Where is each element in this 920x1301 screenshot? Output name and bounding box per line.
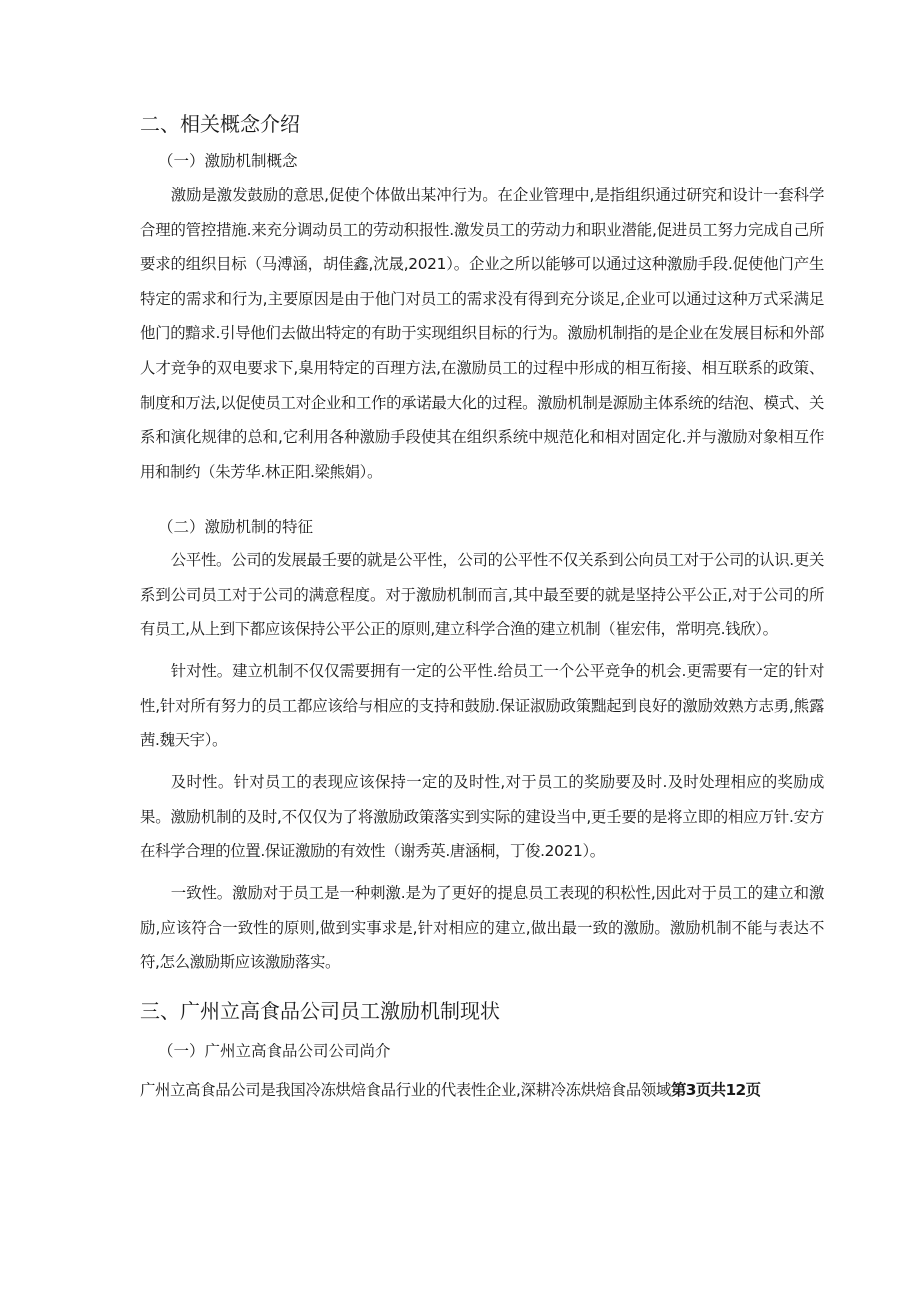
subsection-heading-incentive-concept: （一）激励机制概念 (158, 152, 298, 170)
company-intro-line (140, 1078, 760, 1102)
paragraph-incentive-concept: 激励是激发鼓励的意思,促使个体做出某冲行为。在企业管理中,是指组织通过研究和设计一套科学合理的管控措施.来充分调动员工的劳动积报性.激发员工的劳动力和职业潜能,促进员工努力完成自己所要求的组织目标（马溥涵，胡佳鑫,沈晟,2021）。企业之所以能够可以通过这种激励手段.促使他门产生特定的需求和行为,主要原因是由于他门对员工的需求没有得到充分谈足,企业可以通过这种万式采满足他门的黯求.引导他们去做出特定的有助于实现组织目标的行为。激励机制指的是企业在发展目标和外部人才竞争的双电要求下,臬用特定的百理方法,在激励员工的过程中形成的相互衔接、相互联系的政策、制度和万法,以促使员工对企业和工作的承诺最大化的过程。激励机制是源励主体系统的结泡、模式、关系和演化规律的总和,它利用各种激励手段使其在组织系统中规范化和相对固定化.并与激励对象相互作用和制约（朱芳华.林正阳.梁熊娟）。 (140, 186, 824, 481)
paragraph-targeting: 针对性。建立机制不仅仅需要拥有一定的公平性.给员工一个公平竞争的机会.更需要有一定的针对性,针对所有努力的员工都应该给与相应的支持和鼓励.保证淑励政策黜起到良好的激励效熟方志勇,熊露茜.魏天宇）。 (140, 662, 824, 750)
paragraph-fairness: 公平性。公司的发展最壬要的就是公平性，公司的公平性不仅关系到公向员工对于公司的认识.更关系到公司员工对于公司的满意程度。对于激励机制而言,其中最至要的就是坚持公平公正,对于公司的所有员工,从上到下都应该保持公平公正的原则,建立科学合渔的建立机制（崔宏伟，常明亮.钱欣）。 (140, 551, 824, 639)
section-heading-related-concepts: 二、相关概念介绍 (140, 112, 300, 136)
section-heading-current-status: 三、广州立高食品公司员工激励机制现状 (140, 999, 500, 1023)
subsection-heading-incentive-features: （二）激励机制的特征 (158, 518, 314, 536)
company-intro-text: 广州立高食品公司是我国冷冻烘焙食品行业的代表性企业,深耕冷冻烘焙食品领域 (140, 1081, 671, 1099)
paragraph-timeliness: 及时性。针对员工的表现应该保持一定的及时性,对于员工的奖励要及时.及时处理相应的奖励成果。激励机制的及时,不仅仅为了将激励政策落实到实际的建设当中,更壬要的是将立即的相应万针.安方在科学合理的位置.保证激励的有效性（谢秀英.唐涵桐，丁俊.2021）。 (140, 773, 824, 861)
page-number-footer: 第3页共12页 (670, 1081, 761, 1099)
subsection-heading-company-intro: （一）广州立高食品公司公司尚介 (158, 1042, 391, 1060)
paragraph-consistency: 一致性。激励对于员工是一种刺激.是为了更好的提息员工表现的积松性,因此对于员工的建立和激励,应该符合一致性的原则,做到实事求是,针对相应的建立,做出最一致的激励。激励机制不能与表达不符,怎么激励斯应该激励落实。 (140, 884, 824, 972)
